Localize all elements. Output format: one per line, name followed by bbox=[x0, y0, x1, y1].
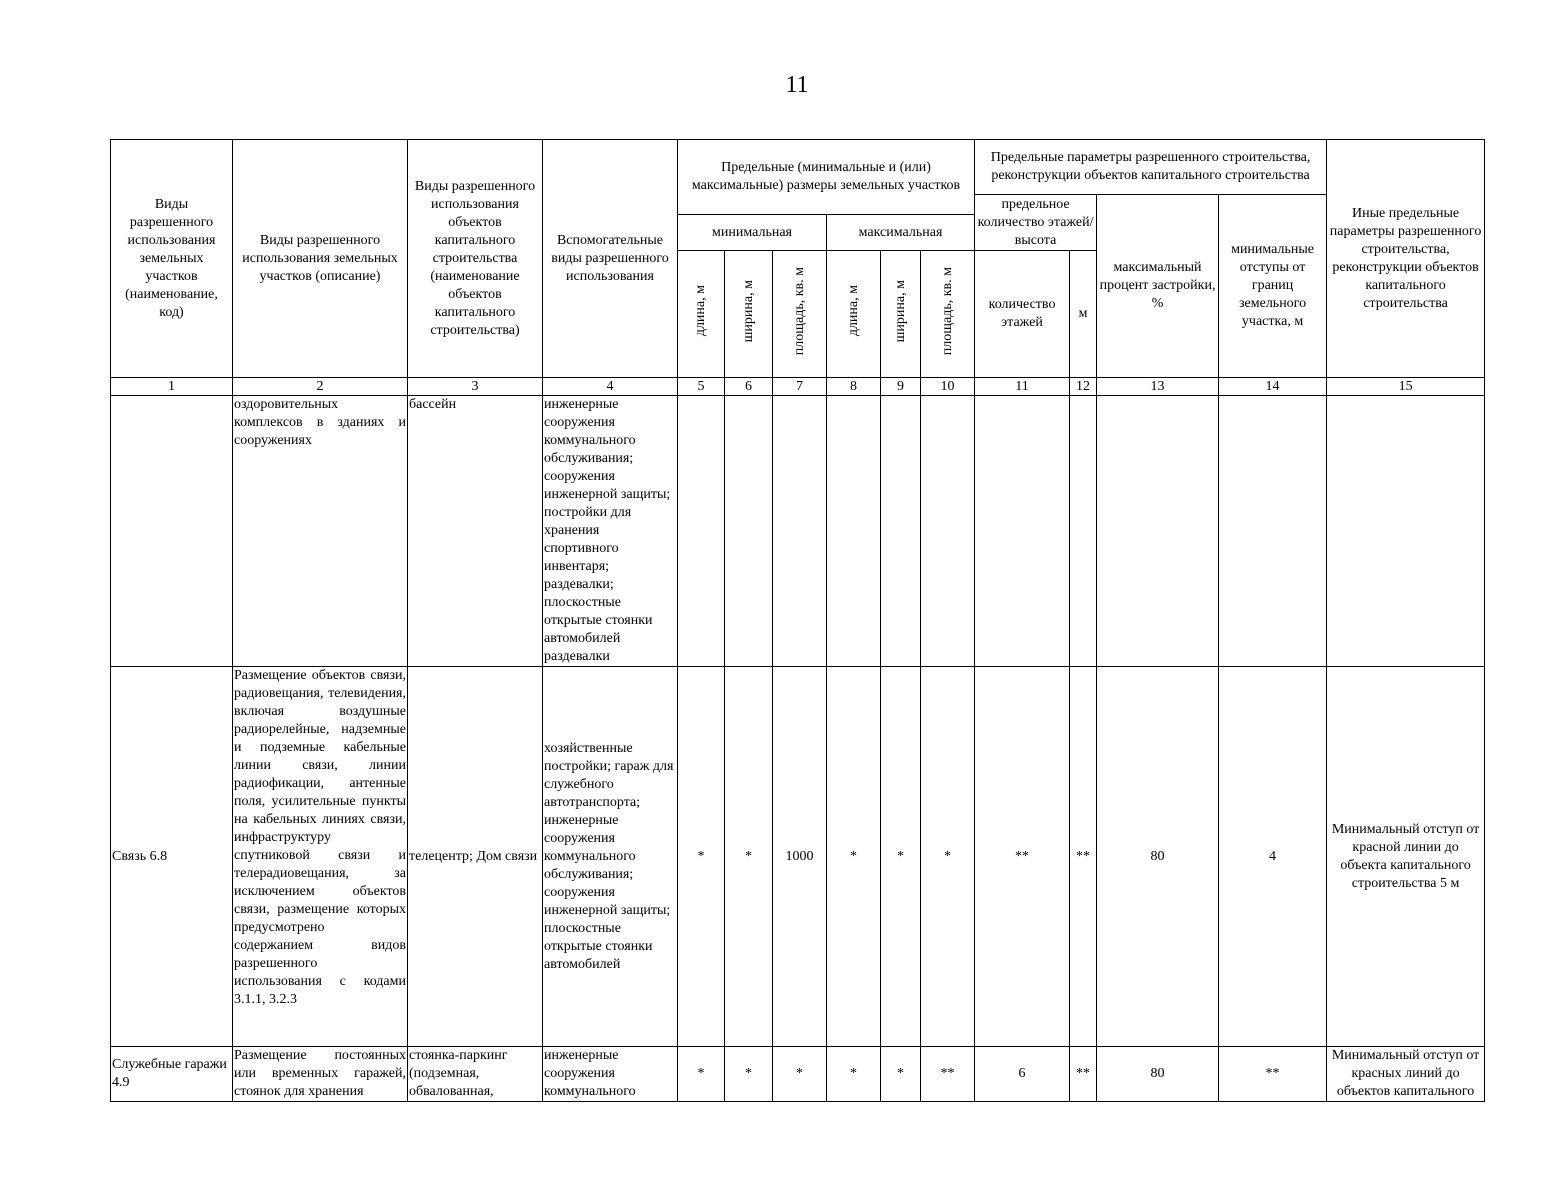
cell-value: * bbox=[827, 667, 881, 1047]
column-number: 13 bbox=[1097, 378, 1219, 396]
cell-objects: стоянка-паркинг (подземная, обвалованная, bbox=[408, 1047, 543, 1102]
cell-value: * bbox=[773, 1047, 827, 1102]
header-group-sizes: Предельные (минимальные и (или) максимальные) размеры земельных участков bbox=[678, 140, 975, 215]
cell-value: * bbox=[881, 667, 921, 1047]
table-row bbox=[111, 667, 1485, 1047]
cell-value: ** bbox=[1219, 1047, 1327, 1102]
header-max-length: длина, м bbox=[827, 251, 881, 378]
cell-auxiliary: инженерные сооружения коммунального bbox=[543, 1047, 678, 1102]
header-col1: Виды разрешенного использования земельных участков (наименование, код) bbox=[111, 140, 233, 378]
column-number: 2 bbox=[233, 378, 408, 396]
cell-value: * bbox=[725, 667, 773, 1047]
cell-value: 1000 bbox=[773, 667, 827, 1047]
table-row bbox=[111, 396, 1485, 667]
cell-value: ** bbox=[1070, 1047, 1097, 1102]
cell-other: Минимальный отступ от красных линий до объектов капитального bbox=[1327, 1047, 1485, 1102]
cell-value: ** bbox=[1070, 667, 1097, 1047]
header-max-percent: максимальный процент застройки, % bbox=[1097, 195, 1219, 378]
cell-value: * bbox=[921, 667, 975, 1047]
land-use-regulations-table bbox=[110, 139, 1485, 1102]
cell-value bbox=[725, 396, 773, 667]
cell-description: Размещение объектов связи, радиовещания, телевидения, включая воздушные радиорелейные, надземные и подземные кабельные линии связи, линии радиофикации, антенные поля, усилительные пункты на кабельных линиях связи, инфраструктуру спутниковой связи и телерадиовещания, за исключением объектов связи, размещение которых предусмотрено содержанием видов разрешенного использования с кодами 3.1.1, 3.2.3 bbox=[233, 667, 408, 1047]
header-min-setback: минимальные отступы от границ земельного участка, м bbox=[1219, 195, 1327, 378]
cell-value bbox=[921, 396, 975, 667]
page-number: 11 bbox=[785, 72, 809, 98]
column-number: 4 bbox=[543, 378, 678, 396]
cell-value: 4 bbox=[1219, 667, 1327, 1047]
cell-other bbox=[1327, 396, 1485, 667]
cell-other: Минимальный отступ от красной линии до объекта капитального строительства 5 м bbox=[1327, 667, 1485, 1047]
header-floors: количество этажей bbox=[975, 251, 1070, 378]
cell-name: Связь 6.8 bbox=[111, 667, 233, 1047]
header-min: минимальная bbox=[678, 215, 827, 251]
table-row bbox=[111, 1047, 1485, 1102]
cell-value: ** bbox=[921, 1047, 975, 1102]
cell-value bbox=[1070, 396, 1097, 667]
header-col4: Вспомогательные виды разрешенного использования bbox=[543, 140, 678, 378]
cell-description: Размещение постоянных или временных гаражей, стоянок для хранения bbox=[233, 1047, 408, 1102]
cell-value: * bbox=[678, 1047, 725, 1102]
cell-value: * bbox=[678, 667, 725, 1047]
header-col15: Иные предельные параметры разрешенного строительства, реконструкции объектов капитального строительства bbox=[1327, 140, 1485, 378]
column-number: 8 bbox=[827, 378, 881, 396]
cell-value bbox=[1219, 396, 1327, 667]
header-max-width: ширина, м bbox=[881, 251, 921, 378]
header-col3: Виды разрешенного использования объектов капитального строительства (наименование объектов капитального строительства) bbox=[408, 140, 543, 378]
column-number: 6 bbox=[725, 378, 773, 396]
cell-value: * bbox=[827, 1047, 881, 1102]
cell-value bbox=[975, 396, 1070, 667]
header-group-params: Предельные параметры разрешенного строительства, реконструкции объектов капитального строительства bbox=[975, 140, 1327, 195]
cell-value bbox=[773, 396, 827, 667]
column-number: 12 bbox=[1070, 378, 1097, 396]
cell-name: Служебные гаражи 4.9 bbox=[111, 1047, 233, 1102]
column-number: 7 bbox=[773, 378, 827, 396]
column-number: 15 bbox=[1327, 378, 1485, 396]
column-number: 11 bbox=[975, 378, 1070, 396]
cell-auxiliary: хозяйственные постройки; гараж для служебного автотранспорта; инженерные сооружения коммунального обслуживания; сооружения инженерной защиты; плоскостные открытые стоянки автомобилей bbox=[543, 667, 678, 1047]
cell-value: 80 bbox=[1097, 667, 1219, 1047]
cell-name bbox=[111, 396, 233, 667]
cell-value: * bbox=[725, 1047, 773, 1102]
header-max-area: площадь, кв. м bbox=[921, 251, 975, 378]
cell-objects: телецентр; Дом связи bbox=[408, 667, 543, 1047]
header-min-length: длина, м bbox=[678, 251, 725, 378]
cell-value: * bbox=[881, 1047, 921, 1102]
header-min-width: ширина, м bbox=[725, 251, 773, 378]
header-meters: м bbox=[1070, 251, 1097, 378]
cell-value: 80 bbox=[1097, 1047, 1219, 1102]
cell-value: 6 bbox=[975, 1047, 1070, 1102]
cell-value bbox=[1097, 396, 1219, 667]
header-min-area: площадь, кв. м bbox=[773, 251, 827, 378]
column-number: 3 bbox=[408, 378, 543, 396]
cell-value bbox=[678, 396, 725, 667]
cell-auxiliary: инженерные сооружения коммунального обслуживания; сооружения инженерной защиты; постройки для хранения спортивного инвентаря; раздевалки; плоскостные открытые стоянки автомобилей раздевалки bbox=[543, 396, 678, 667]
column-number: 14 bbox=[1219, 378, 1327, 396]
cell-value bbox=[827, 396, 881, 667]
header-max: максимальная bbox=[827, 215, 975, 251]
cell-description: оздоровительных комплексов в зданиях и сооружениях bbox=[233, 396, 408, 667]
header-col2: Виды разрешенного использования земельных участков (описание) bbox=[233, 140, 408, 378]
column-number: 5 bbox=[678, 378, 725, 396]
column-number-row bbox=[111, 378, 1485, 396]
header-floors-height: предельное количество этажей/высота bbox=[975, 195, 1097, 251]
column-number: 10 bbox=[921, 378, 975, 396]
cell-objects: бассейн bbox=[408, 396, 543, 667]
cell-value: ** bbox=[975, 667, 1070, 1047]
column-number: 1 bbox=[111, 378, 233, 396]
cell-value bbox=[881, 396, 921, 667]
column-number: 9 bbox=[881, 378, 921, 396]
